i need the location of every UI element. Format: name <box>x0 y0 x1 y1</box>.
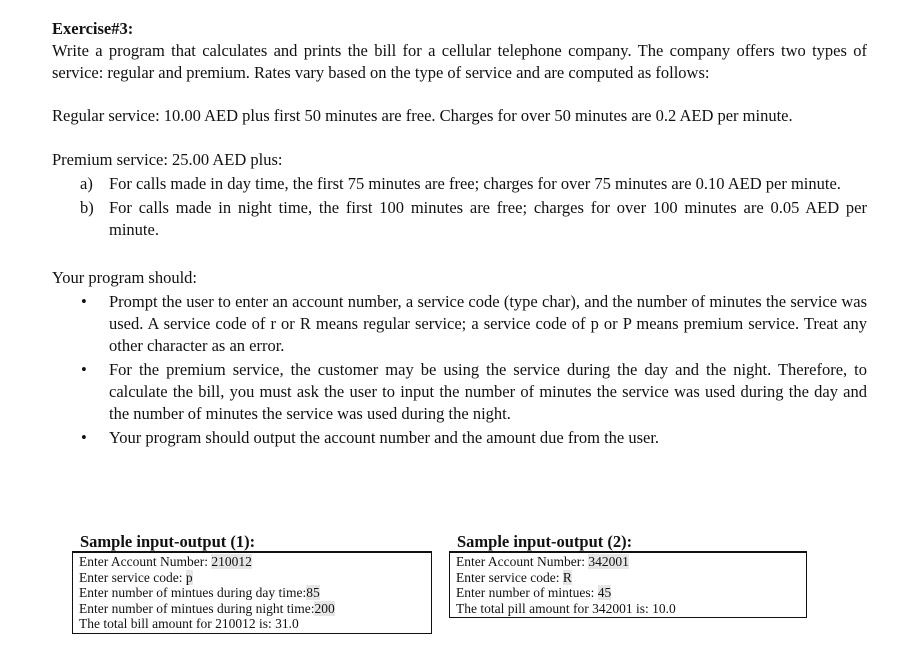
console-line <box>79 570 425 586</box>
console-prompt: Enter number of mintues during day time: <box>79 585 307 600</box>
console-prompt: Enter Account Number: <box>456 554 589 569</box>
console-prompt: Enter service code: <box>456 569 563 585</box>
console-input-value: 45 <box>597 585 612 600</box>
requirement-item <box>52 359 867 425</box>
requirements-heading: Your program should: <box>52 268 197 287</box>
exercise-intro: Write a program that calculates and prints the bill for a cellular telephone company. The company offers two types of service: regular and premium. Rates vary based on the type of service and are computed as follows: <box>52 41 867 82</box>
list-marker: a) <box>80 174 93 193</box>
console-prompt: Enter service code: <box>79 569 186 585</box>
console-line <box>79 616 425 632</box>
exercise-title: Exercise#3: <box>52 19 134 38</box>
premium-item-a <box>52 173 867 195</box>
console-line <box>456 601 800 617</box>
regular-service-text: Regular service: 10.00 AED plus first 50 minutes are free. Charges for over 50 minutes are 0.2 AED per minute. <box>52 106 793 125</box>
requirements-list <box>52 291 867 449</box>
console-prompt: Enter number of mintues: <box>456 585 598 600</box>
bullet-icon: • <box>81 292 87 311</box>
sample-io-2 <box>449 533 807 618</box>
console-output-text: The total bill amount for 210012 is: 31.0 <box>79 616 299 631</box>
console-input-value: 210012 <box>211 554 252 569</box>
console-output <box>72 551 432 634</box>
list-marker: b) <box>80 198 94 217</box>
bullet-icon: • <box>81 360 87 379</box>
sample-io-1 <box>72 533 432 634</box>
console-input-value: p <box>185 569 193 585</box>
console-line <box>79 601 425 617</box>
sample-title: Sample input-output (2): <box>457 532 633 551</box>
console-input-value: 342001 <box>588 554 629 569</box>
console-line <box>79 585 425 601</box>
premium-service-list <box>52 173 867 241</box>
list-item-text: For the premium service, the customer may be using the service during the day and the night. Therefore, to calculate the bill, you must ask the user to input the number of minutes the service was used during the day and the number of minutes the service was used during the night. <box>109 360 867 423</box>
list-item-text: For calls made in night time, the first 100 minutes are free; charges for over 100 minutes are 0.05 AED per minute. <box>109 198 867 239</box>
console-line <box>79 554 425 570</box>
console-line <box>456 570 800 586</box>
console-input-value: R <box>562 569 572 585</box>
premium-service-heading: Premium service: 25.00 AED plus: <box>52 150 283 169</box>
console-input-value: 85 <box>306 585 320 600</box>
exercise-document <box>52 18 867 451</box>
sample-title: Sample input-output (1): <box>80 532 256 551</box>
list-item-text: For calls made in day time, the first 75 minutes are free; charges for over 75 minutes are 0.10 AED per minute. <box>109 174 841 193</box>
requirement-item <box>52 427 867 449</box>
console-input-value: 200 <box>314 600 335 616</box>
console-line <box>456 554 800 570</box>
console-prompt: Enter number of mintues during night time: <box>79 600 315 616</box>
console-output <box>449 551 807 618</box>
console-output-text: The total pill amount for 342001 is: 10.0 <box>456 600 676 616</box>
premium-item-b <box>52 197 867 241</box>
list-item-text: Prompt the user to enter an account number, a service code (type char), and the number of minutes the service was used. A service code of r or R means regular service; a service code of p or P means premium service. Treat any other character as an error. <box>109 292 867 355</box>
list-item-text: Your program should output the account number and the amount due from the user. <box>109 428 660 447</box>
bullet-icon: • <box>81 428 87 447</box>
console-prompt: Enter Account Number: <box>79 554 212 569</box>
console-line <box>456 585 800 601</box>
requirement-item <box>52 291 867 357</box>
